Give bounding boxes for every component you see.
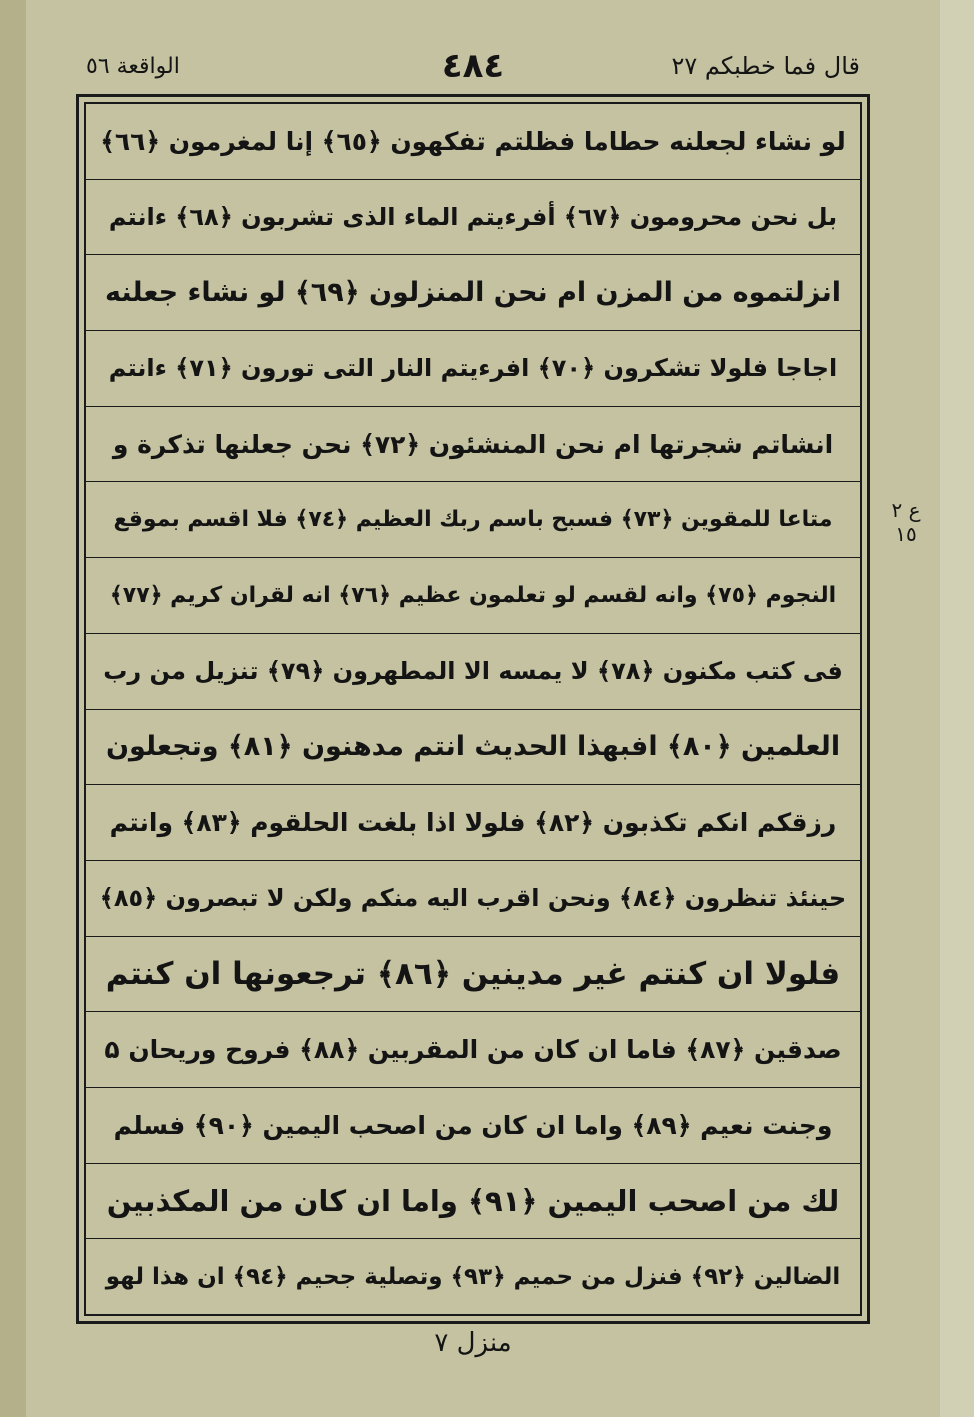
text-line: فى کتب مکنون ﴿٧٨﴾ لا يمسه الا المطهرون ﴿٧٩﴾ تنزيل من رب [86,634,860,710]
text-line: العلمين ﴿٨٠﴾ افبهذا الحديث انتم مدهنون ﴿٨١﴾ وتجعلون [86,710,860,786]
text-line: النجوم ﴿٧٥﴾ وانه لقسم لو تعلمون عظيم ﴿٧٦﴾ انه لقران کريم ﴿٧٧﴾ [86,558,860,634]
text-lines [84,102,862,1316]
surah-title: الواقعة ٥٦ [86,54,180,79]
text-line: انشاتم شجرتها ام نحن المنشئون ﴿٧٢﴾ نحن جعلنها تذکرة و [86,407,860,483]
ruku-marker [874,498,938,594]
text-line: لو نشاء لجعلنه حطاما فظلتم تفکهون ﴿٦٥﴾ إنا لمغرمون ﴿٦٦﴾ [86,104,860,180]
text-line: فلولا ان کنتم غير مدينين ﴿٨٦﴾ ترجعونها ان کنتم [86,937,860,1013]
manzil-footer: منزل ٧ [434,1328,512,1358]
text-line: صدقين ﴿٨٧﴾ فاما ان کان من المقربين ﴿٨٨﴾ فروح وريحان ۵ [86,1012,860,1088]
page-number: ٤٨٤ [441,46,505,86]
text-line: وجنت نعيم ﴿٨٩﴾ واما ان کان من اصحب اليمين ﴿٩٠﴾ فسلم [86,1088,860,1164]
ruku-marker-bottom: ١٥ [895,522,917,546]
text-line: لك من اصحب اليمين ﴿٩١﴾ واما ان کان من المکذبين [86,1164,860,1240]
text-line: متاعا للمقوين ﴿٧٣﴾ فسبح باسم ربك العظيم ﴿٧٤﴾ فلا اقسم بموقع [86,482,860,558]
page-edge-left [0,0,26,1417]
page-edge-right [940,0,974,1417]
ruku-marker-top: ع ٢ [891,498,921,522]
juz-title: قال فما خطبکم ٢٧ [671,52,860,80]
text-line: انزلتموه من المزن ام نحن المنزلون ﴿٦٩﴾ لو نشاء جعلنه [86,255,860,331]
text-line: بل نحن محرومون ﴿٦٧﴾ أفرءيتم الماء الذى تشربون ﴿٦٨﴾ ءانتم [86,180,860,256]
page-header [86,48,860,88]
text-line: الضالين ﴿٩٢﴾ فنزل من حميم ﴿٩٣﴾ وتصلية جحيم ﴿٩٤﴾ ان هذا لهو [105,1263,841,1290]
text-line: حينئذ تنظرون ﴿٨٤﴾ ونحن اقرب اليه منکم ولکن لا تبصرون ﴿٨٥﴾ [86,861,860,937]
text-line: اجاجا فلولا تشکرون ﴿٧٠﴾ افرءيتم النار التى تورون ﴿٧١﴾ ءانتم [86,331,860,407]
text-line: رزقکم انکم تکذبون ﴿٨٢﴾ فلولا اذا بلغت الحلقوم ﴿٨٣﴾ وانتم [86,785,860,861]
text-frame [76,94,870,1324]
